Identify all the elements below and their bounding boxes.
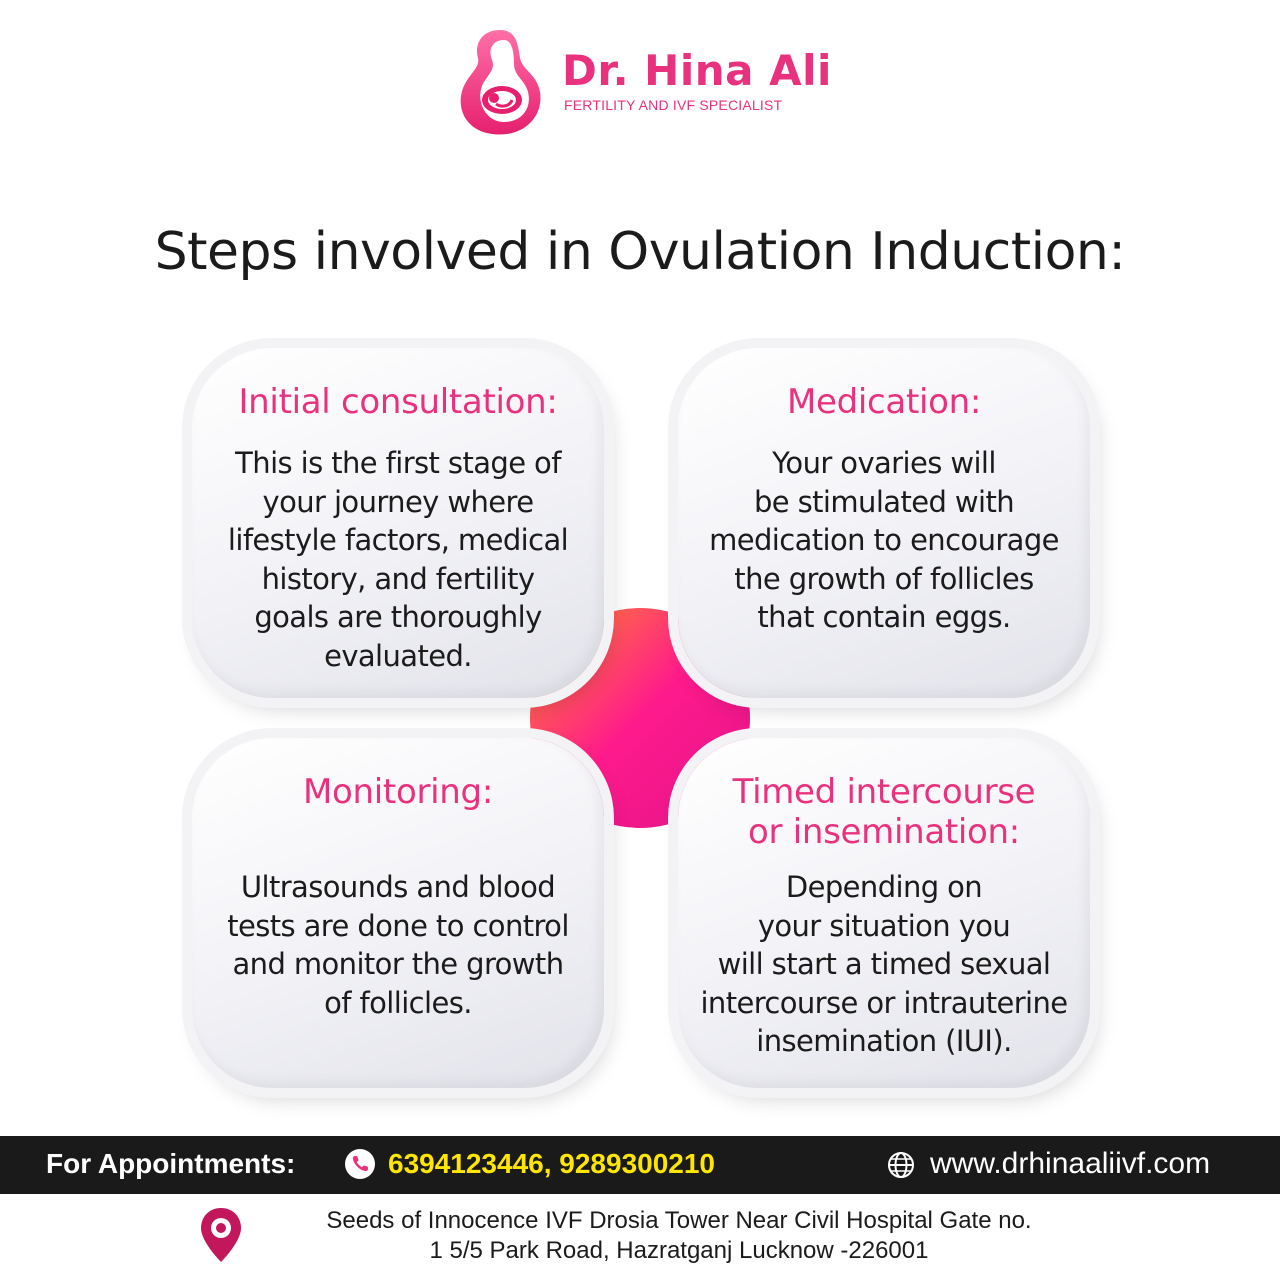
page-title: Steps involved in Ovulation Induction: — [154, 222, 1126, 282]
step-description-line: your situation you — [757, 908, 1011, 943]
website-link[interactable]: www.drhinaaliivf.com — [930, 1147, 1211, 1180]
phone-numbers[interactable]: 6394123446, 9289300210 — [388, 1148, 716, 1179]
step-description-line: will start a timed sexual — [717, 947, 1051, 981]
phone-icon[interactable] — [344, 1148, 376, 1180]
globe-icon — [886, 1150, 916, 1180]
step-description-line: that contain eggs. — [757, 600, 1011, 634]
step-title-line: Timed intercourse — [732, 772, 1036, 812]
step-description-line: evaluated. — [324, 638, 472, 673]
step-description — [210, 444, 586, 675]
step-card-timed-intercourse — [678, 738, 1090, 1088]
address-line: Seeds of Innocence IVF Drosia Tower Near Civil Hospital Gate no. — [326, 1207, 1032, 1234]
step-description-line: insemination (IUI). — [756, 1024, 1012, 1058]
step-description — [696, 868, 1072, 1061]
step-description-line: Depending on — [785, 870, 983, 904]
step-description-line: of follicles. — [324, 985, 472, 1020]
step-description-line: Ultrasounds and blood — [240, 870, 556, 904]
step-description-line: be stimulated with — [753, 484, 1015, 519]
step-card-medication — [678, 348, 1090, 698]
pregnant-woman-logo-icon — [452, 26, 548, 138]
step-description-line: Your ovaries will — [772, 446, 996, 480]
appointments-label: For Appointments: — [46, 1148, 296, 1179]
step-description-line: lifestyle factors, medical — [227, 523, 569, 557]
appointments-bar — [0, 1136, 1280, 1194]
clinic-address — [256, 1206, 1102, 1266]
step-title: Monitoring: — [303, 772, 493, 812]
step-title — [678, 772, 1090, 852]
step-description-line: This is the first stage of — [235, 446, 561, 480]
step-description-line: intercourse or intrauterine — [700, 985, 1068, 1020]
step-description-line: goals are thoroughly — [254, 600, 542, 634]
step-description-line: history, and fertility — [261, 561, 535, 596]
step-title: Medication: — [786, 382, 982, 422]
step-title-line: or insemination: — [748, 812, 1020, 852]
step-description-line: the growth of follicles — [734, 561, 1034, 596]
step-title: Initial consultation: — [238, 382, 558, 422]
step-description-line: tests are done to control — [227, 908, 569, 943]
brand-name: Dr. Hina Ali — [562, 46, 832, 95]
step-card-monitoring — [192, 738, 604, 1088]
step-card-initial-consultation — [192, 348, 604, 698]
brand-tagline: FERTILITY AND IVF SPECIALIST — [564, 97, 783, 113]
step-description-line: medication to encourage — [709, 523, 1059, 557]
step-description-line: your journey where — [262, 484, 534, 519]
step-description-line: and monitor the growth — [232, 947, 564, 981]
location-pin-icon — [198, 1206, 244, 1264]
step-description — [696, 444, 1072, 637]
address-line: 1 5/5 Park Road, Hazratganj Lucknow -226001 — [429, 1237, 929, 1264]
step-description — [210, 868, 586, 1022]
